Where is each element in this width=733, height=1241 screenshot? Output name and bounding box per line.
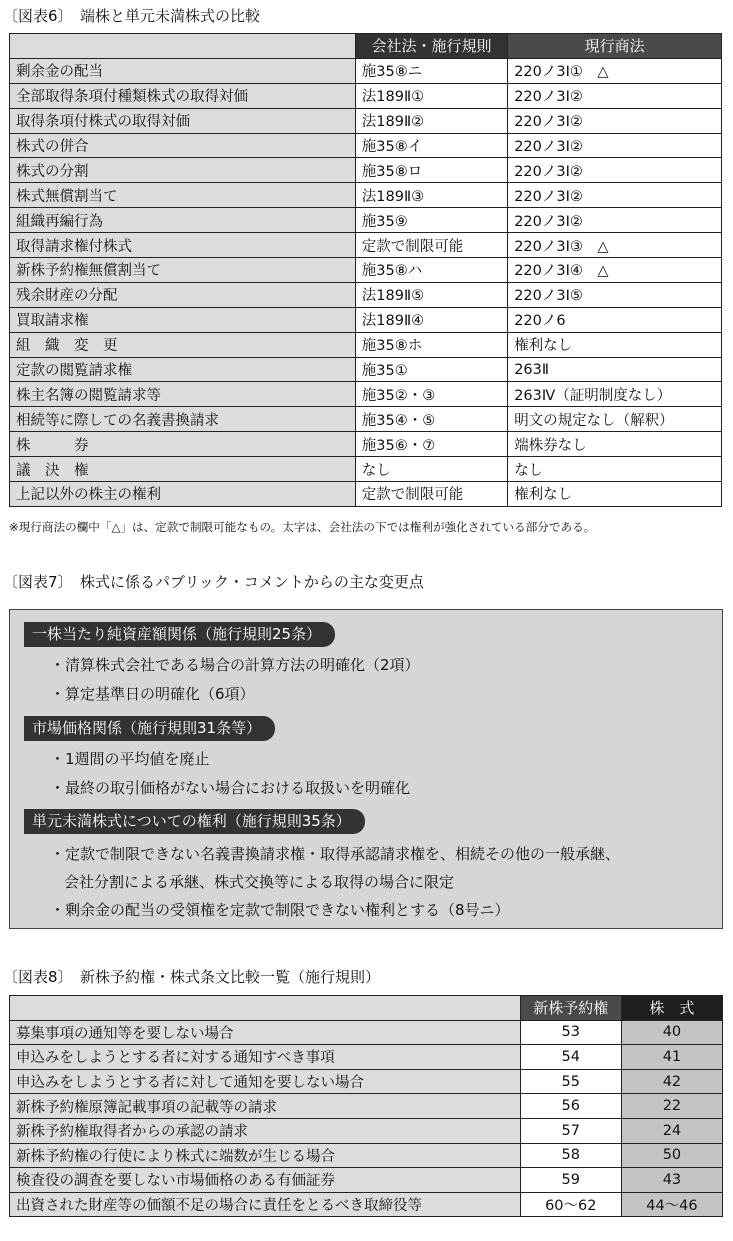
fig6-row [10,282,722,307]
fig8-cell: 53 [520,1020,621,1045]
fig8-cell: 24 [621,1118,722,1143]
fig8-cell: 54 [520,1045,621,1070]
fig6-cell: 施35⑧ロ [355,158,507,183]
fig8-header-cell: 新株予約権 [520,996,621,1021]
fig6-cell: 法189Ⅱ① [355,83,507,108]
fig8-header-row [10,996,723,1021]
fig6-cell: 端株券なし [508,432,722,457]
fig8-cell: 58 [520,1143,621,1168]
fig6-cell: 施35⑥・⑦ [355,432,507,457]
fig6-cell: 全部取得条項付種類株式の取得対価 [10,83,356,108]
fig6-row [10,258,722,283]
fig6-cell: 株式の分割 [10,158,356,183]
fig6-cell: 株式無償割当て [10,183,356,208]
fig6-header-row [10,34,722,59]
fig6-row [10,58,722,83]
fig8-cell: 募集事項の通知等を要しない場合 [10,1020,521,1045]
fig6-cell: 組 織 変 更 [10,332,356,357]
fig8-row [10,1192,723,1217]
fig6-cell: 220ノ3Ⅰ④ △ [508,258,722,283]
fig6-cell: 取得条項付株式の取得対価 [10,108,356,133]
fig6-cell: 220ノ6 [508,307,722,332]
fig8-row [10,1118,723,1143]
fig6-cell: 定款で制限可能 [355,233,507,258]
fig7-item: ・定款で制限できない名義書換請求権・取得承認請求権を、相続その他の一般承継、 [50,845,621,863]
fig6-cell: 220ノ3Ⅰ② [508,208,722,233]
fig8-header-cell [10,996,521,1021]
fig6-cell: 施35④・⑤ [355,407,507,432]
fig6-cell: 施35⑧ニ [355,58,507,83]
fig6-row [10,83,722,108]
fig6-cell: 法189Ⅱ③ [355,183,507,208]
fig6-row [10,357,722,382]
fig6-header-cell [10,34,356,59]
fig8-cell: 42 [621,1069,722,1094]
fig6-cell: 220ノ3Ⅰ② [508,183,722,208]
fig6-cell: 株 券 [10,432,356,457]
fig6-cell: 施35⑧イ [355,133,507,158]
fig6-cell: 施35⑨ [355,208,507,233]
fig6-cell: 施35⑧ホ [355,332,507,357]
fig6-cell: 残余財産の分配 [10,282,356,307]
fig7-item: ・最終の取引価格がない場合における取扱いを明確化 [50,779,411,797]
fig7-item: ・1週間の平均値を廃止 [50,750,210,768]
fig6-cell: 組織再編行為 [10,208,356,233]
fig6-cell: なし [508,457,722,482]
fig6-cell: 220ノ3Ⅰ① △ [508,58,722,83]
fig6-cell: 263Ⅳ（証明制度なし） [508,382,722,407]
fig6-cell: 法189Ⅱ④ [355,307,507,332]
fig6-cell: 220ノ3Ⅰ② [508,158,722,183]
fig8-cell: 新株予約権原簿記載事項の記載等の請求 [10,1094,521,1119]
fig6-cell: 株主名簿の閲覧請求等 [10,382,356,407]
fig7-item: ・算定基準日の明確化（6項） [50,685,255,703]
fig8-cell: 59 [520,1168,621,1193]
fig6-cell: 施35① [355,357,507,382]
fig7-heading-1: 一株当たり純資産額関係（施行規則25条） [24,622,335,647]
fig6-row [10,482,722,507]
fig7-item: 会社分割による承継、株式交換等による取得の場合に限定 [64,873,455,891]
fig8-cell: 申込みをしようとする者に対して通知を要しない場合 [10,1069,521,1094]
fig6-cell: 取得請求権付株式 [10,233,356,258]
fig6-cell: 上記以外の株主の権利 [10,482,356,507]
fig6-row [10,332,722,357]
fig7-item: ・清算株式会社である場合の計算方法の明確化（2項） [50,656,420,674]
fig8-row [10,1143,723,1168]
fig6-cell: 法189Ⅱ⑤ [355,282,507,307]
fig6-header-cell: 会社法・施行規則 [355,34,507,59]
fig6-row [10,133,722,158]
fig8-cell: 56 [520,1094,621,1119]
fig6-row [10,233,722,258]
fig6-header-cell: 現行商法 [508,34,722,59]
fig7-heading-2: 市場価格関係（施行規則31条等） [24,716,275,741]
fig6-cell: なし [355,457,507,482]
fig6-cell: 議 決 権 [10,457,356,482]
fig6-cell: 220ノ3Ⅰ③ △ [508,233,722,258]
fig6-cell: 買取請求権 [10,307,356,332]
fig6-row [10,208,722,233]
fig8-cell: 43 [621,1168,722,1193]
fig8-row [10,1168,723,1193]
fig6-cell: 相続等に際しての名義書換請求 [10,407,356,432]
fig6-cell: 新株予約権無償割当て [10,258,356,283]
fig6-cell: 権利なし [508,482,722,507]
fig8-table [9,995,723,1217]
fig6-cell: 権利なし [508,332,722,357]
fig6-row [10,382,722,407]
fig7-title: 〔図表7〕 株式に係るパブリック・コメントからの主な変更点 [3,573,424,591]
fig8-cell: 22 [621,1094,722,1119]
fig8-cell: 新株予約権取得者からの承認の請求 [10,1118,521,1143]
fig6-row [10,158,722,183]
fig8-title: 〔図表8〕 新株予約権・株式条文比較一覧（施行規則） [3,968,381,986]
fig6-cell: 263Ⅱ [508,357,722,382]
fig8-cell: 新株予約権の行使により株式に端数が生じる場合 [10,1143,521,1168]
fig6-row [10,108,722,133]
fig8-cell: 44～46 [621,1192,722,1217]
fig8-cell: 40 [621,1020,722,1045]
fig7-box [9,609,723,929]
fig6-cell: 剰余金の配当 [10,58,356,83]
fig6-row [10,183,722,208]
fig6-row [10,457,722,482]
fig6-cell: 法189Ⅱ② [355,108,507,133]
fig6-note: ※現行商法の欄中「△」は、定款で制限可能なもの。太字は、会社法の下では権利が強化されている部分である。 [9,520,596,534]
fig6-cell: 220ノ3Ⅰ⑤ [508,282,722,307]
fig8-row [10,1020,723,1045]
fig8-row [10,1094,723,1119]
fig8-cell: 申込みをしようとする者に対する通知すべき事項 [10,1045,521,1070]
fig8-row [10,1069,723,1094]
fig6-row [10,432,722,457]
fig8-cell: 検査役の調査を要しない市場価格のある有価証券 [10,1168,521,1193]
fig6-cell: 明文の規定なし（解釈） [508,407,722,432]
fig6-title: 〔図表6〕 端株と単元未満株式の比較 [3,7,261,25]
fig6-cell: 220ノ3Ⅰ② [508,83,722,108]
fig6-cell: 定款の閲覧請求権 [10,357,356,382]
fig6-cell: 施35⑧ハ [355,258,507,283]
fig7-heading-3: 単元未満株式についての権利（施行規則35条） [24,809,365,834]
fig8-cell: 出資された財産等の価額不足の場合に責任をとるべき取締役等 [10,1192,521,1217]
fig6-row [10,407,722,432]
fig6-cell: 220ノ3Ⅰ② [508,133,722,158]
fig6-cell: 220ノ3Ⅰ② [508,108,722,133]
fig8-cell: 50 [621,1143,722,1168]
fig6-table [9,33,722,507]
fig8-cell: 55 [520,1069,621,1094]
fig8-header-cell: 株 式 [621,996,722,1021]
fig8-cell: 41 [621,1045,722,1070]
fig7-item: ・剰余金の配当の受領権を定款で制限できない権利とする（8号ニ） [50,901,510,919]
fig8-cell: 57 [520,1118,621,1143]
fig6-row [10,307,722,332]
fig6-cell: 施35②・③ [355,382,507,407]
fig8-row [10,1045,723,1070]
fig6-cell: 株式の併合 [10,133,356,158]
fig6-cell: 定款で制限可能 [355,482,507,507]
fig8-cell: 60～62 [520,1192,621,1217]
